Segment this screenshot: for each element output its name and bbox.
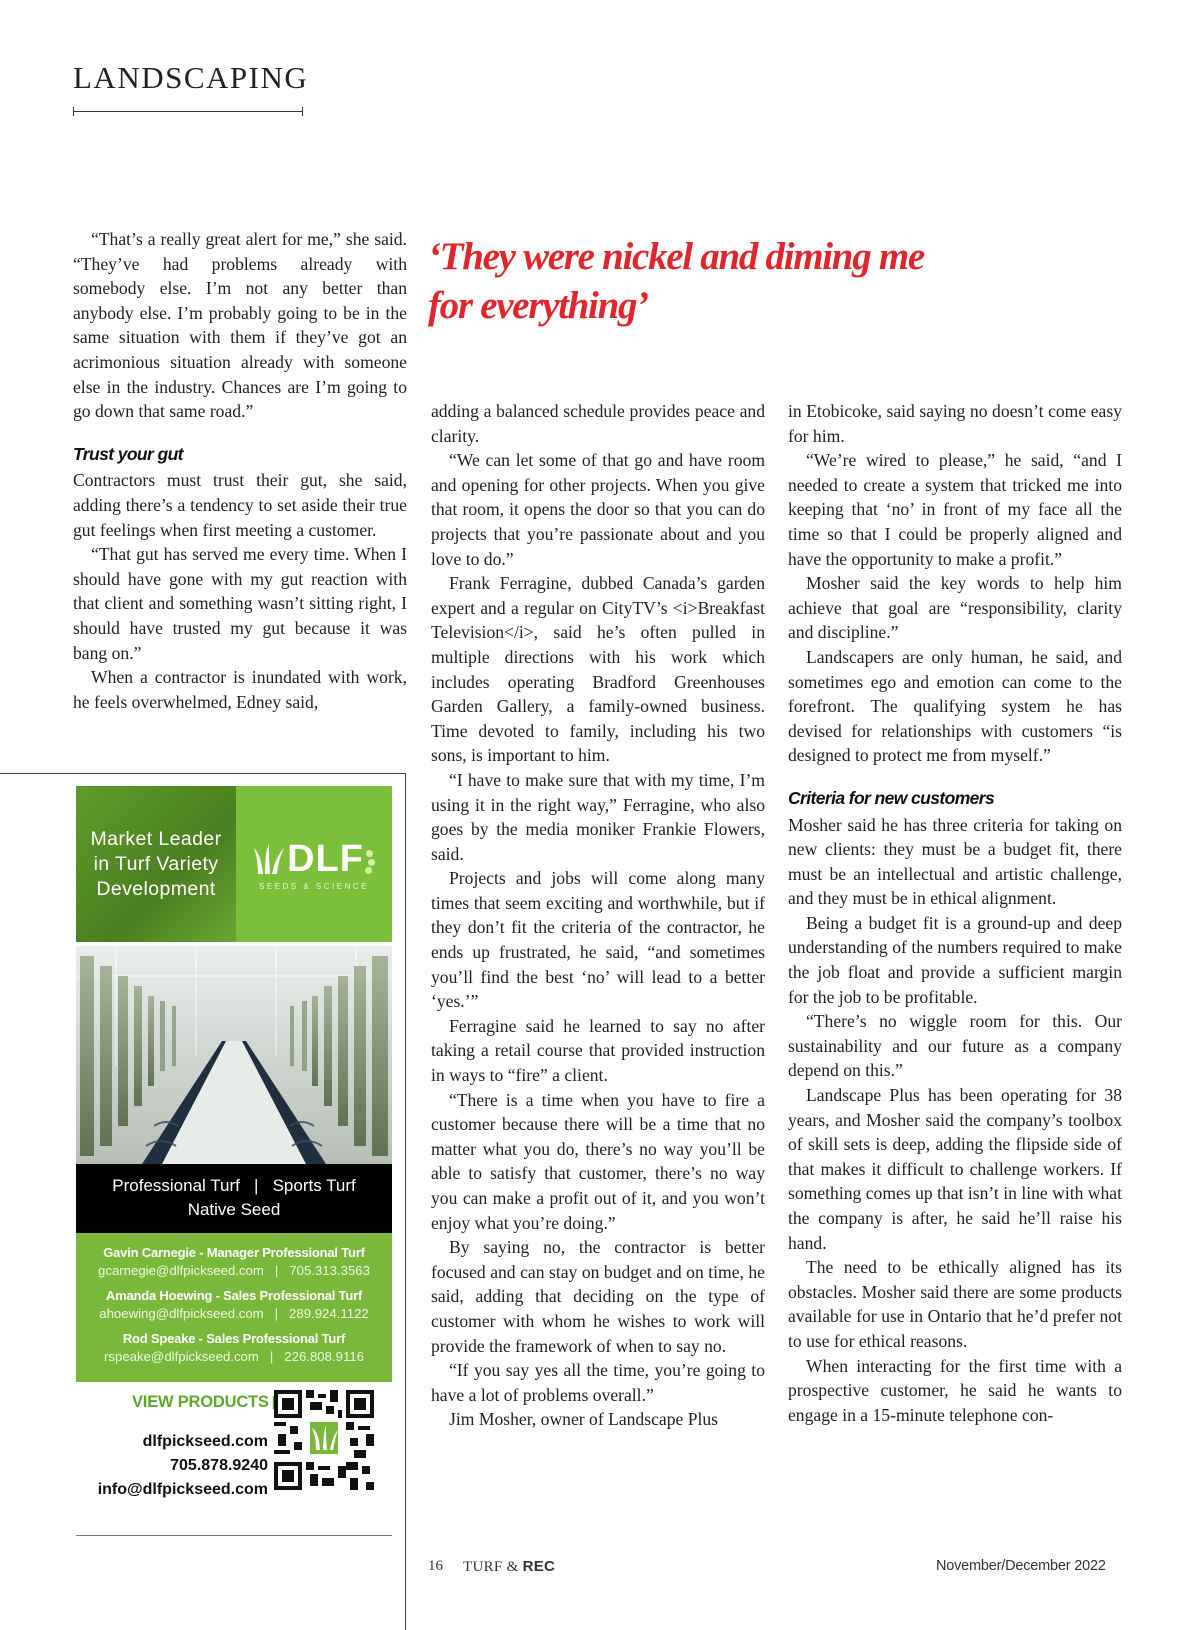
paragraph: When a contractor is inundated with work, he feels overwhelmed, Edney said, (73, 667, 407, 712)
paragraph: in Etobicoke, said saying no doesn’t come easy for him. (788, 401, 1122, 446)
greenhouse-photo (76, 946, 392, 1164)
paragraph: Mosher said the key words to help him achieve that goal are “responsibility, clarity and discipline.” (788, 573, 1122, 643)
article-column-3 (788, 399, 1122, 1427)
article-column-1 (73, 227, 407, 714)
contact-name: Gavin Carnegie - Manager Professional Turf (103, 1245, 365, 1260)
paragraph: Mosher said he has three criteria for taking on new clients: they must be a budget fit, there must be an intellectual and artistic challenge, and they must be in ethical alignment. (788, 814, 1122, 909)
paragraph: “I have to make sure that with my time, I’m using it in the right way,” Ferragine, who also goes by the media moniker Frankie Flowers, said. (431, 769, 765, 864)
dlf-logo-subtitle: SEEDS & SCIENCE (259, 881, 369, 891)
view-products-link[interactable] (132, 1392, 286, 1412)
ad-frame-top-rule (0, 773, 405, 774)
dlf-logo-box (236, 786, 392, 942)
contact-rod-speake (80, 1331, 388, 1364)
ad-contact-links (98, 1430, 268, 1502)
dlf-logo-dots (364, 844, 374, 874)
issue-date: November/December 2022 (936, 1558, 1106, 1574)
pull-quote-line-2: for everything’ (428, 284, 648, 327)
dlf-logo (254, 838, 374, 881)
ad-categories-line: Native Seed (187, 1200, 281, 1219)
paragraph: By saying no, the contractor is better focused and can stay on budget and on time, he said, adding that deciding on the type of customer with whom he wishes to work will provide the framework of when to say no. (431, 1237, 765, 1356)
ad-tagline-line: in Turf Variety (93, 852, 219, 875)
website-link[interactable]: dlfpickseed.com (142, 1433, 268, 1450)
email-link[interactable]: info@dlfpickseed.com (97, 1481, 268, 1498)
qr-code-icon[interactable] (274, 1390, 374, 1490)
paragraph: Landscape Plus has been operating for 38 years, and Mosher said the company’s toolbox of skill sets is deep, adding the flipside side of that makes it difficult to challenge workers. If something comes up that isn’t in line with what the company is after, he said he’ll raise his hand. (788, 1085, 1122, 1253)
ad-footer (76, 1382, 392, 1502)
paragraph: “That’s a really great alert for me,” she said. “They’ve had problems already with somebody else. I’m not any better than anybody else. I’m probably going to be in the same situation with them if they’ve got an acrimonious situation already with someone else in the industry. Chances are I’m going to go down that same road.” (73, 229, 407, 422)
paragraph: “We’re wired to please,” he said, “and I needed to create a system that tricked me into keeping that ‘no’ in front of my face all the time so that I could be properly aligned and have the opportunity to make a profit.” (788, 450, 1122, 569)
page-number: 16 (428, 1558, 443, 1574)
phone-number[interactable]: 705.878.9240 (170, 1457, 268, 1474)
dlf-advertisement[interactable] (76, 786, 392, 1502)
ad-tagline-line: Development (96, 877, 216, 900)
magazine-name-turf: TURF & (463, 1559, 523, 1575)
paragraph: “We can let some of that go and have room and opening for other projects. When you give that room, it opens the door so that you can do projects that you’re passionate about and you love to do.” (431, 450, 765, 569)
contact-amanda-hoewing (80, 1288, 388, 1321)
paragraph: adding a balanced schedule provides peace and clarity. (431, 401, 765, 446)
paragraph: “If you say yes all the time, you’re going to have a lot of problems overall.” (431, 1360, 765, 1405)
contact-details[interactable]: rspeake@dlfpickseed.com | 226.808.9116 (104, 1349, 364, 1364)
contact-gavin-carnegie (80, 1245, 388, 1278)
contact-name: Amanda Hoewing - Sales Professional Turf (105, 1288, 363, 1303)
ad-bottom-rule (76, 1535, 392, 1536)
dlf-logo-text: DLF (287, 837, 364, 880)
magazine-name (463, 1558, 555, 1576)
grass-blades-icon (254, 842, 284, 876)
paragraph: Being a budget fit is a ground-up and deep understanding of the numbers required to make the job float and provide a sufficient margin for the job to be profitable. (788, 912, 1122, 1007)
contact-details[interactable]: ahoewing@dlfpickseed.com | 289.924.1122 (99, 1306, 369, 1321)
subhead-trust-your-gut: Trust your gut (73, 443, 183, 464)
contact-name: Rod Speake - Sales Professional Turf (122, 1331, 346, 1346)
paragraph: “That gut has served me every time. When I should have gone with my gut reaction with that client and something wasn’t sitting right, I should have trusted my gut because it was bang on.” (73, 544, 407, 663)
paragraph: The need to be ethically aligned has its obstacles. Mosher said there are some products available for use in Ontario that he’d prefer not to use for ethical reasons. (788, 1257, 1122, 1351)
paragraph: Contractors must trust their gut, she said, adding there’s a tendency to set aside their true gut feelings when first meeting a customer. (73, 470, 407, 540)
paragraph: Frank Ferragine, dubbed Canada’s garden expert and a regular on CityTV’s <i>Breakfast Television</i>, said he’s often pulled in multiple directions with his work which includes operating Bradford Greenhouses Garden Gallery, a family-owned business. Time devoted to family, including his two sons, is important to him. (431, 573, 765, 766)
article-column-2 (431, 399, 765, 1432)
contact-details[interactable]: gcarnegie@dlfpickseed.com | 705.313.3563 (98, 1263, 370, 1278)
ad-categories (76, 1164, 392, 1233)
pull-quote-line-1: ‘They were nickel and diming me (428, 235, 924, 278)
section-title: LANDSCAPING (73, 60, 309, 95)
paragraph: Landscapers are only human, he said, and sometimes ego and emotion can come to the forefront. The qualifying system he has devised for relationships with customers “is designed to protect me from myself.” (788, 646, 1122, 766)
subhead-criteria-for-new-customers: Criteria for new customers (788, 787, 995, 808)
paragraph: Jim Mosher, owner of Landscape Plus (449, 1409, 719, 1430)
ad-header (76, 786, 392, 942)
paragraph: When interacting for the first time with a prospective customer, he said he wants to engage in a 15-minute telephone con- (788, 1355, 1122, 1425)
pull-quote (428, 232, 1128, 330)
ad-categories-line: Professional Turf | Sports Turf (112, 1176, 356, 1195)
magazine-name-rec: REC (522, 1558, 556, 1575)
paragraph: “There’s no wiggle room for this. Our sustainability and our future as a company depend on this.” (788, 1011, 1122, 1081)
greenhouse-photo-illustration (76, 946, 392, 1164)
ad-tagline-line: Market Leader (90, 827, 222, 850)
paragraph: “There is a time when you have to fire a customer because there will be a time that no matter what you do, there’s no way you’ll be able to satisfy that customer, there’s no way you can make a profit out of it, and you won’t enjoy what you’re doing.” (431, 1089, 765, 1233)
view-products-label: VIEW PRODUCTS (132, 1393, 269, 1411)
ad-frame-right-rule (405, 773, 406, 1630)
ad-tagline (76, 786, 236, 942)
paragraph: Ferragine said he learned to say no after taking a retail course that provided instruction in ways to “fire” a client. (431, 1015, 765, 1086)
section-rule (73, 111, 303, 112)
ad-contacts (76, 1233, 392, 1382)
paragraph: Projects and jobs will come along many times that seem exciting and worthwhile, but if they don’t fit the criteria of the contractor, he ends up frustrated, he said, “and sometimes you’ll find the best ‘no’ will lead to a better ‘yes.’” (431, 868, 765, 1012)
